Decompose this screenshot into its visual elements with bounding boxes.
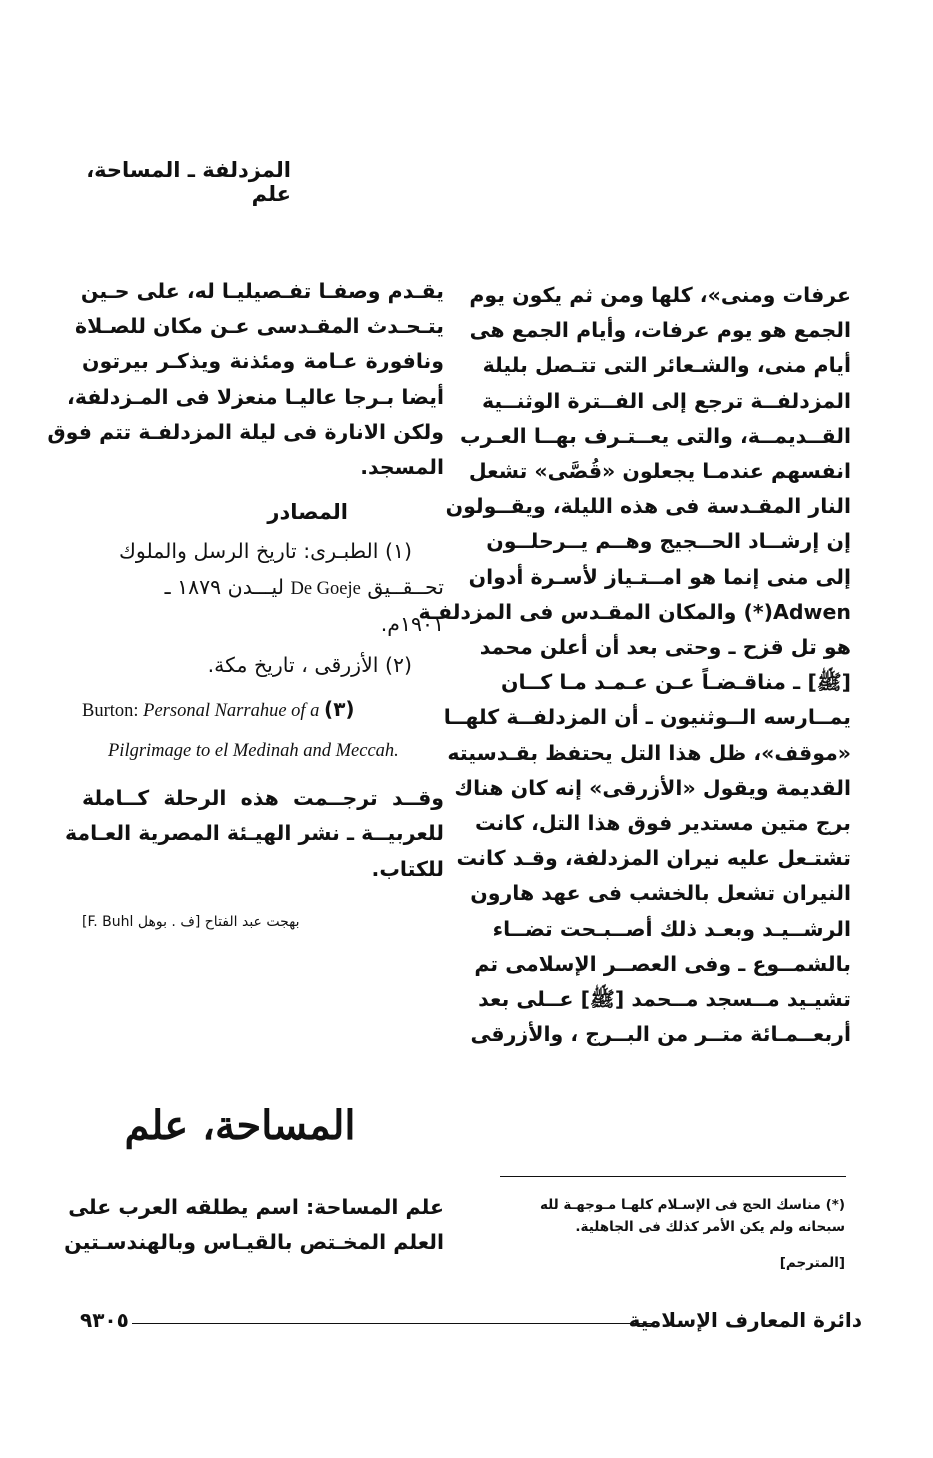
source-3-title-2: Pilgrimage to el Medinah and Meccah. xyxy=(108,741,399,762)
text-line: إن إرشــاد الحــجيج وهــم يــرحلــون xyxy=(486,529,851,554)
running-header: المزدلفة ـ المساحة، علم xyxy=(86,158,291,206)
text-line: العلم المخـتص بالقيـاس وبالهندسـتين xyxy=(64,1230,444,1255)
page-number: ٩٣٠٥ xyxy=(80,1308,129,1332)
article-title: المساحة، علم xyxy=(124,1102,356,1149)
text-line: «موقف»، ظل هذا التل يحتفظ بقـدسيته xyxy=(447,740,851,765)
footnote-line-2: سبحانه ولم يكن الأمر كذلك فى الجاهلية. xyxy=(575,1219,845,1235)
text-line: المزدلفــة ترجع إلى الفــترة الوثنــية xyxy=(481,388,851,413)
text-line: علم المساحة: اسم يطلقه العرب على xyxy=(68,1195,444,1219)
text-line: النار المقـدسة فى هذه الليلة، ويقــولون xyxy=(445,494,851,519)
sources-heading: المصادر xyxy=(267,500,348,525)
text-line: انفسهم عندمـا يجعلون «قُصَّى» تشعل xyxy=(468,459,851,484)
source-3-line-1 xyxy=(82,689,444,731)
source-3-line-2 xyxy=(82,731,444,771)
text-line: [ﷺ] ـ مناقـضـاً عـن عـمـد مـا كــان xyxy=(501,670,851,695)
footer-divider xyxy=(132,1323,652,1324)
text-line: للعربيــة ـ نشر الهيـئة المصرية العـامة xyxy=(64,821,444,846)
text-line: يمــارسه الــوثنيون ـ أن المزدلفــة كلهــا xyxy=(443,705,851,730)
text-line: القــديمــة، والتى يعــتـرف بهــا العـرب xyxy=(460,423,851,448)
source-1-tahqiq: تحــقــيق xyxy=(367,574,444,599)
footnote-translator: [المترجم] xyxy=(779,1255,845,1271)
text-line: إلى منى إنما هو امــتـياز لأسـرة أدوان xyxy=(468,564,851,589)
text-line: Adwen(*) والمكان المقـدس فى المزدلفـة xyxy=(418,599,851,624)
source-3-title-1: Personal Narrahue of a xyxy=(143,701,320,722)
article-body xyxy=(64,1190,444,1260)
footer-journal-name: دائرة المعارف الإسلامية xyxy=(628,1308,862,1332)
text-line: المسجد. xyxy=(360,455,444,480)
text-line: عرفات ومنى»، كلها ومن ثم يكون يوم xyxy=(469,283,851,307)
text-line: أربعــمـائة متــر من البــرج ، والأزرقى xyxy=(470,1022,851,1047)
text-line: تشيـيد مــسجد مــحمد [ﷺ] عــلى بعد xyxy=(478,987,851,1012)
right-column xyxy=(418,278,851,1052)
text-line: القديمة ويقول «الأزرقى» إنه كان هناك xyxy=(454,775,851,800)
text-line: هو تل قزح ـ وحتى بعد أن أعلن محمد xyxy=(479,635,851,660)
source-1-line-3: ١٩٠١م. xyxy=(380,611,444,636)
source-1-line-2 xyxy=(82,570,444,607)
author-signature: بهجت عبد الفتاح [ف . بوهل F. Buhl] xyxy=(82,913,300,930)
footnote-line-1: (*) مناسك الحج فى الإسـلام كلهـا مـوجهـة لله xyxy=(539,1197,845,1213)
text-line: ولكن الانارة فى ليلة المزدلفـة تتم فوق xyxy=(47,419,444,444)
text-line: ونافورة عـامة ومئذنة ويذكـر بيرتون xyxy=(82,349,444,374)
text-line: يتـحـدث المقـدسى عـن مكان للصـلاة xyxy=(74,314,444,339)
source-1-editor: De Goeje xyxy=(290,578,361,599)
source-2: (٢) الأزرقى ، تاريخ مكة. xyxy=(207,653,412,678)
text-line: بالشمــوع ـ وفى العصــر الإسلامى تم xyxy=(474,951,851,976)
text-line: تشتـعل عليه نيران المزدلفة، وقـد كانت xyxy=(456,846,851,871)
page-footer xyxy=(80,1308,862,1334)
source-1-line-1: (١) الطبـرى: تاريخ الرسل والملوك xyxy=(118,539,412,564)
text-line: يقـدم وصفـا تفـصيليـا له، على حـين xyxy=(80,279,444,303)
text-line: النيران تشعل بالخشب فى عهد هارون xyxy=(470,881,851,906)
translation-note xyxy=(64,781,444,887)
source-3-number: (٣) xyxy=(324,697,355,722)
text-line: الرشــيـد وبعـد ذلك أصــبـحت تضــاء xyxy=(492,916,851,941)
source-1-place-date: ليـــدن ١٨٧٩ ـ xyxy=(164,574,284,599)
text-line: أيضا بـرجا عاليـا منعزلا فى المـزدلفة، xyxy=(67,384,444,409)
text-line: وقــد ترجــمت هذه الرحلة كــاملة xyxy=(82,786,444,811)
left-column xyxy=(47,274,444,940)
text-line: برج متين مستدير فوق هذا التل، كانت xyxy=(474,811,851,836)
source-3-author: Burton: xyxy=(82,701,139,722)
text-line: الجمع هو يوم عرفات، وأيام الجمع هى xyxy=(469,318,851,343)
footnote-divider xyxy=(500,1176,846,1177)
text-line: للكتاب. xyxy=(371,856,444,881)
text-line: أيام منى، والشـعائر التى تتـصل بليلة xyxy=(482,353,851,378)
footnote xyxy=(495,1194,845,1274)
